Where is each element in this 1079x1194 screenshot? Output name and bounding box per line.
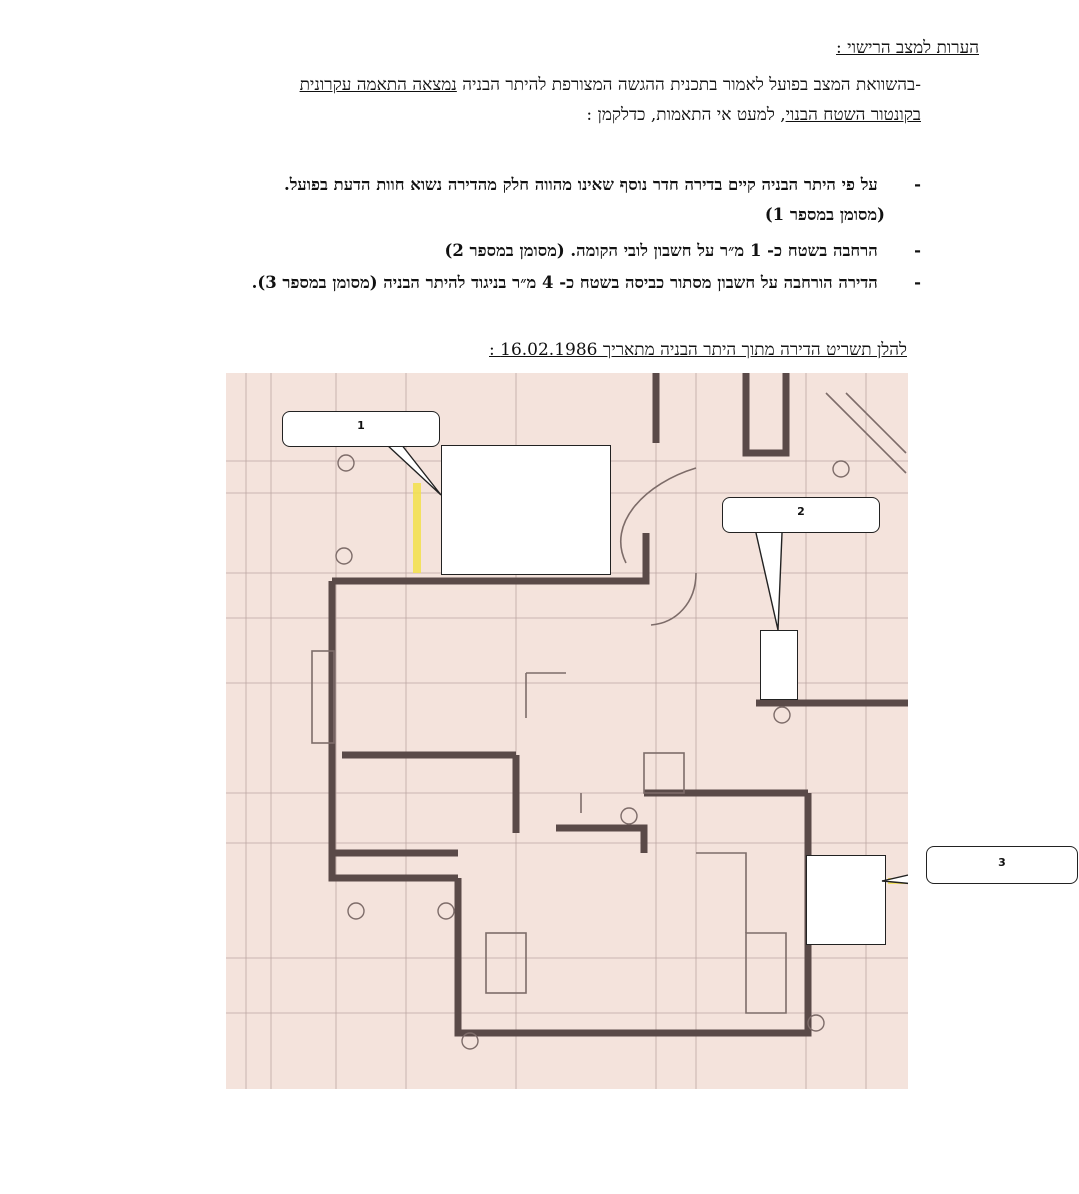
bullet-1 — [61, 170, 921, 230]
intro-suffix: , למעט אי התאמות, כדלקמן : — [586, 105, 786, 125]
bullet-dash: - — [914, 175, 921, 194]
bullet-dash: - — [914, 241, 921, 260]
bullet-3-text: הדירה הורחבה על חשבון מסתור כביסה בשטח כ- 4 מ״ר בניגוד להיתר הבניה (מסומן במספר 3). — [251, 273, 878, 292]
bullet-2-text: הרחבה בשטח כ- 1 מ״ר על חשבון לובי הקומה. (מסומן במספר 2) — [444, 241, 878, 260]
intro-prefix: -בהשוואת המצב בפועל לאמור בתכנית ההגשה המצורפת להיתר הבניה — [456, 75, 921, 95]
callout-2-label: 2 — [797, 505, 805, 518]
intro-underlined-2: בקונטור השטח הבנוי — [785, 105, 921, 125]
notes-heading: הערות למצב הרישוי : — [836, 38, 979, 58]
callout-3-label: 3 — [998, 856, 1006, 869]
callout-2 — [722, 497, 880, 533]
callout-3 — [926, 846, 1078, 884]
intro-underlined-1: נמצאה התאמה עקרונית — [299, 75, 457, 95]
bullet-1-text-line2: (מסומן במספר 1) — [764, 205, 885, 224]
floor-plan-image — [226, 373, 908, 1089]
intro-paragraph — [81, 70, 921, 130]
bullet-1-text: על פי היתר הבניה קיים בדירה חדר נוסף שאינו מהווה חלק מהדירה נשוא חוות הדעת בפועל. — [283, 175, 878, 194]
bullet-3 — [61, 268, 921, 298]
bullet-dash: - — [914, 273, 921, 292]
callout-pointers — [226, 373, 908, 1089]
callout-1-label: 1 — [357, 419, 365, 432]
bullet-2 — [61, 236, 921, 266]
plan-caption: להלן תשריט הדירה מתוך היתר הבניה מתאריך 16.02.1986 : — [489, 340, 907, 360]
callout-1 — [282, 411, 440, 447]
